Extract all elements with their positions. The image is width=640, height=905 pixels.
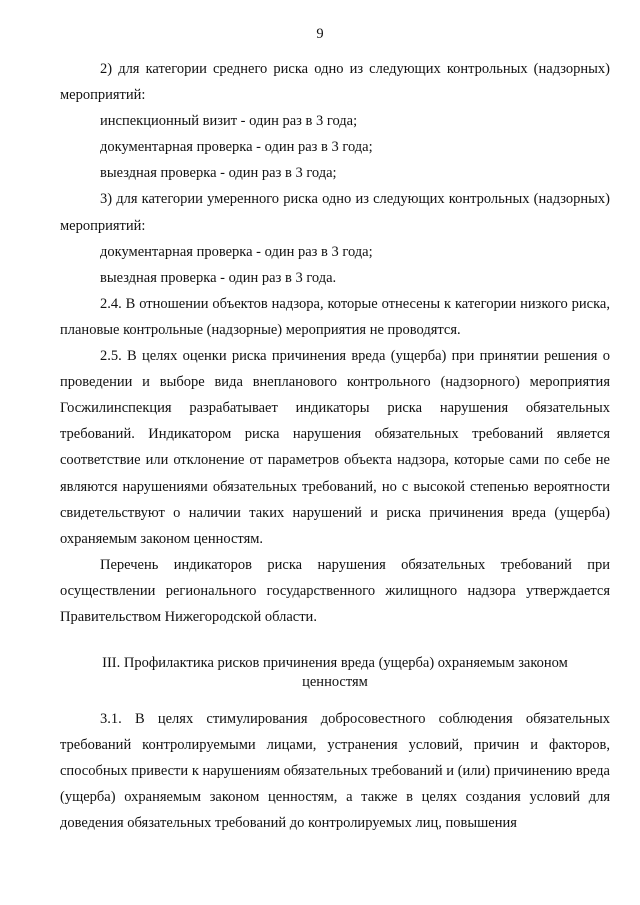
list-item-documentary-check-2: документарная проверка - один раз в 3 года; <box>100 243 373 260</box>
paragraph-indicator-list: Перечень индикаторов риска нарушения обязательных требований при осуществлении регионального государственного жилищного надзора утверждается Правительством Нижегородской области. <box>60 556 610 625</box>
list-item-inspection-visit: инспекционный визит - один раз в 3 года; <box>100 113 358 130</box>
paragraph-medium-risk: 2) для категории среднего риска одно из следующих контрольных (надзорных) мероприятий: <box>60 61 610 104</box>
paragraph-moderate-risk: 3) для категории умеренного риска одно из следующих контрольных (надзорных) мероприятий: <box>60 191 610 234</box>
paragraph-2-5: 2.5. В целях оценки риска причинения вреда (ущерба) при принятии решения о проведении и выборе вида внепланового контрольного (надзорного) мероприятия Госжилинспекция разрабатывает индикаторы риска нарушения обязательных требований. Индикатором риска нарушения обязательных требований является соответствие или отклонение от параметров объекта надзора, которые сами по себе не являются нарушениями обязательных требований, но с высокой степенью вероятности свидетельствуют о наличии таких нарушений и риска причинения вреда (ущерба) охраняемым законом ценностям. <box>60 348 610 547</box>
document-body <box>60 56 610 837</box>
paragraph-3-1: 3.1. В целях стимулирования добросовестного соблюдения обязательных требований контролируемыми лицами, устранения условий, причин и факторов, способных привести к нарушениям обязательных требований и (или) причинению вреда (ущерба) охраняемым законом ценностям, а также в целях создания условий для доведения обязательных требований до контролируемых лиц, повышения <box>60 711 610 832</box>
section-heading: III. Профилактика рисков причинения вреда (ущерба) охраняемым законом ценностям <box>102 655 568 691</box>
page-number: 9 <box>316 26 324 42</box>
paragraph-2-4: 2.4. В отношении объектов надзора, которые отнесены к категории низкого риска, плановые контрольные (надзорные) мероприятия не проводятся. <box>60 295 610 338</box>
list-item-field-check: выездная проверка - один раз в 3 года; <box>100 165 337 182</box>
list-item-documentary-check: документарная проверка - один раз в 3 года; <box>100 139 373 156</box>
list-item-field-check-2: выездная проверка - один раз в 3 года. <box>100 269 337 286</box>
